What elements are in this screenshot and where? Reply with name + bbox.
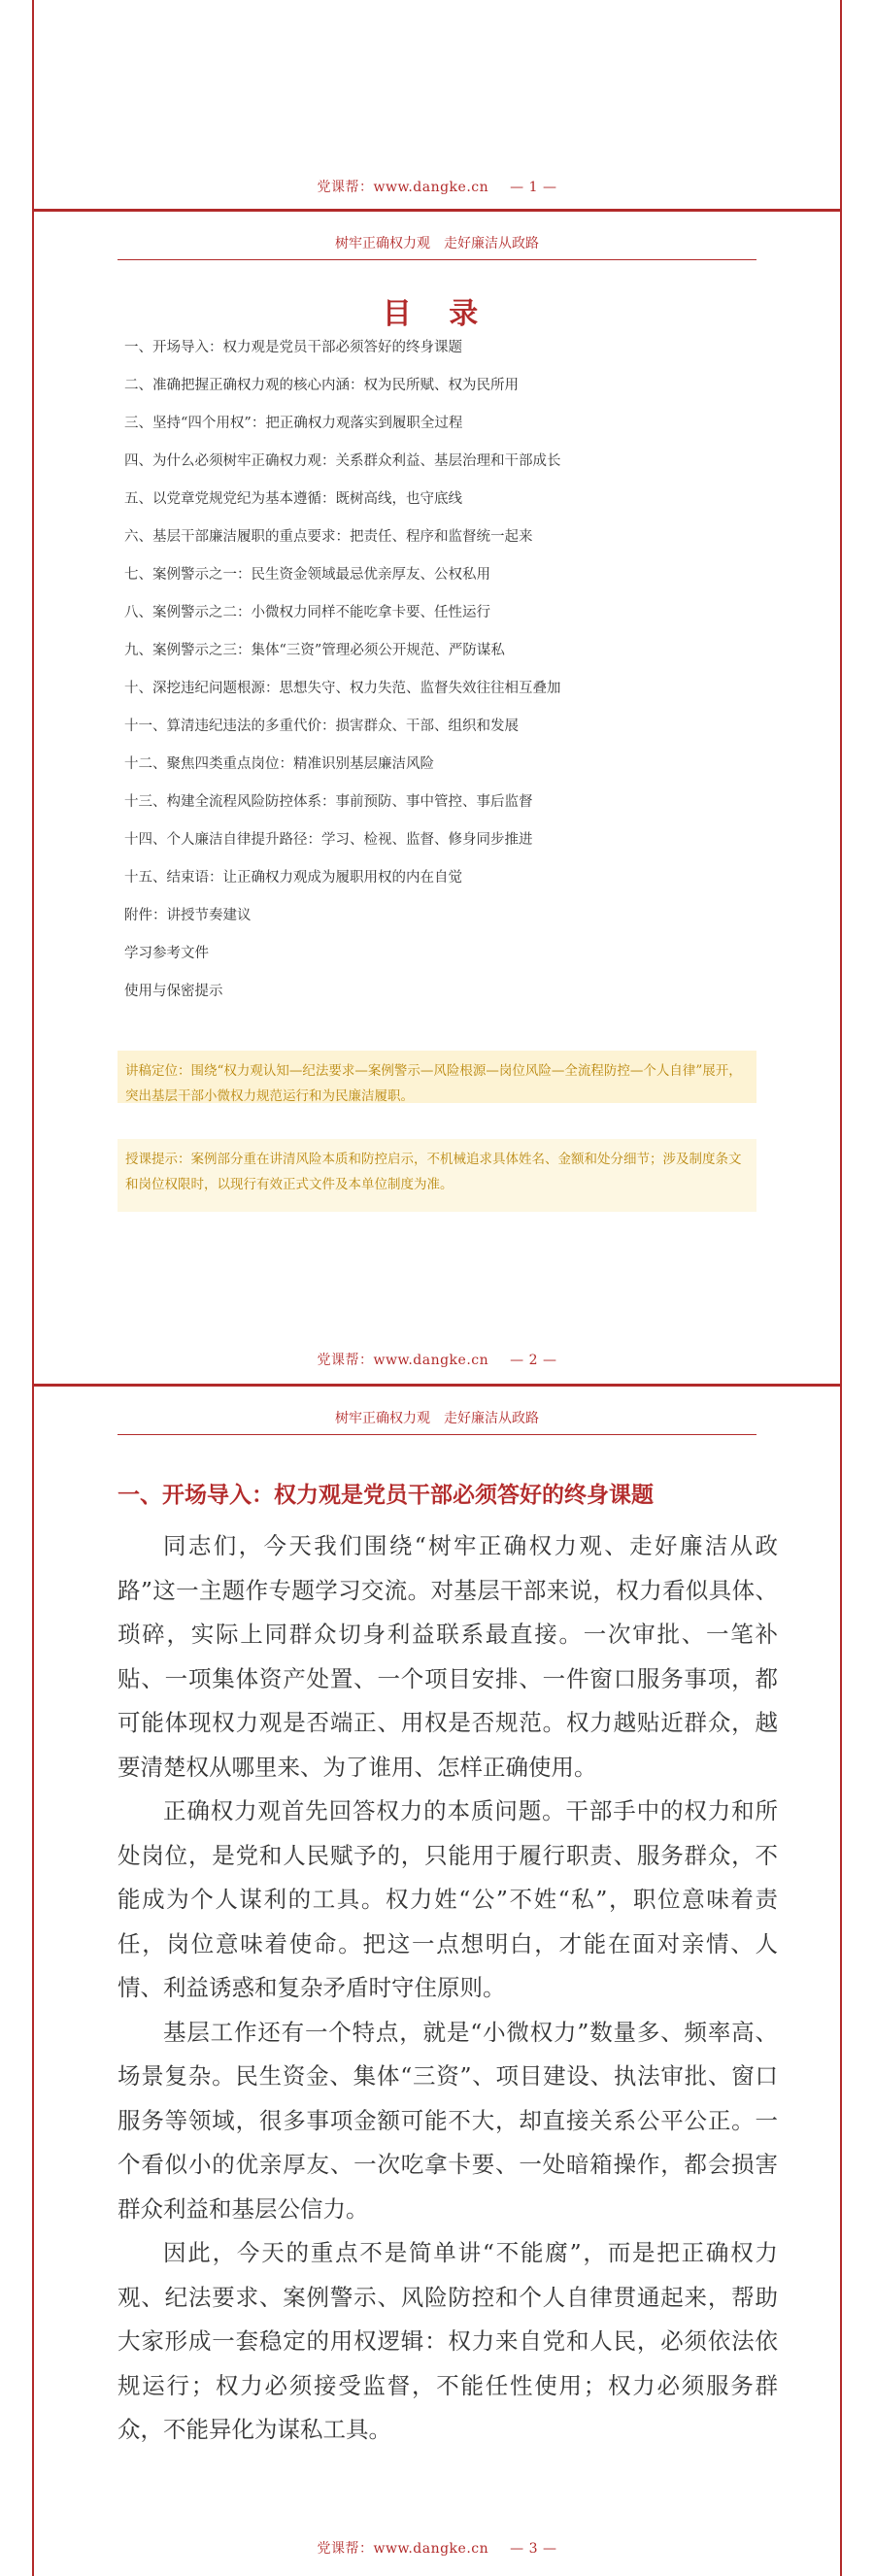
toc-item[interactable]: 十、深挖违纪问题根源：思想失守、权力失范、监督失效往往相互叠加 (124, 681, 561, 696)
page-2 (32, 212, 842, 1387)
page-footer (34, 1350, 840, 1369)
toc-item[interactable]: 十一、算清违纪违法的多重代价：损害群众、干部、组织和发展 (124, 719, 519, 734)
running-header: 树牢正确权力观 走好廉洁从政路 (118, 1408, 756, 1435)
paragraph: 正确权力观首先回答权力的本质问题。干部手中的权力和所处岗位，是党和人民赋予的，只能用于履行职责、服务群众，不能成为个人谋利的工具。权力姓“公”不姓“私”，职位意味着责任，岗位意味着使命。把这一点想明白，才能在面对亲情、人情、利益诱惑和复杂矛盾时守住原则。 (118, 1797, 778, 2001)
page-number: — 1 — (510, 180, 557, 195)
page-footer (34, 2538, 840, 2558)
positioning-note: 讲稿定位：围绕“权力观认知—纪法要求—案例警示—风险根源—岗位风险—全流程防控—个人自律”展开，突出基层干部小微权力规范运行和为民廉洁履职。 (118, 1051, 756, 1103)
page-1 (32, 0, 842, 212)
toc-item[interactable]: 一、开场导入：权力观是党员干部必须答好的终身课题 (124, 340, 462, 355)
running-header: 树牢正确权力观 走好廉洁从政路 (118, 233, 756, 260)
page-footer (34, 177, 840, 196)
toc-item[interactable]: 三、坚持“四个用权”：把正确权力观落实到履职全过程 (124, 416, 463, 431)
page-3 (32, 1387, 842, 2576)
paragraph: 同志们，今天我们围绕“树牢正确权力观、走好廉洁从政路”这一主题作专题学习交流。对基层干部来说，权力看似具体、琐碎，实际上同群众切身利益联系最直接。一次审批、一笔补贴、一项集体资产处置、一个项目安排、一件窗口服务事项，都可能体现权力观是否端正、用权是否规范。权力越贴近群众，越要清楚权从哪里来、为了谁用、怎样正确使用。 (118, 1532, 778, 1781)
page-number: — 3 — (510, 2541, 557, 2557)
toc-item[interactable]: 十五、结束语：让正确权力观成为履职用权的内在自觉 (124, 870, 462, 886)
toc-item[interactable]: 四、为什么必须树牢正确权力观：关系群众利益、基层治理和干部成长 (124, 453, 561, 469)
paragraph: 基层工作还有一个特点，就是“小微权力”数量多、频率高、场景复杂。民生资金、集体“三资”、项目建设、执法审批、窗口服务等领域，很多事项金额可能不大，却直接关系公平公正。一个看似小的优亲厚友、一次吃拿卡要、一处暗箱操作，都会损害群众利益和基层公信力。 (118, 2018, 778, 2223)
footer-label: 党课帮：www.dangke.cn (317, 180, 489, 195)
section-body (118, 1524, 778, 2453)
toc-item[interactable]: 九、案例警示之三：集体“三资”管理必须公开规范、严防谋私 (124, 643, 505, 658)
toc-item[interactable]: 十四、个人廉洁自律提升路径：学习、检视、监督、修身同步推进 (124, 832, 533, 848)
footer-label: 党课帮：www.dangke.cn (317, 2541, 489, 2557)
toc-item[interactable]: 十二、聚焦四类重点岗位：精准识别基层廉洁风险 (124, 756, 434, 772)
toc-item[interactable]: 八、案例警示之二：小微权力同样不能吃拿卡要、任性运行 (124, 605, 490, 620)
toc-item[interactable]: 使用与保密提示 (124, 984, 223, 999)
toc-item[interactable]: 六、基层干部廉洁履职的重点要求：把责任、程序和监督统一起来 (124, 529, 533, 545)
toc-item[interactable]: 学习参考文件 (124, 946, 209, 961)
footer-label: 党课帮：www.dangke.cn (317, 1353, 489, 1368)
paragraph: 因此，今天的重点不是简单讲“不能腐”，而是把正确权力观、纪法要求、案例警示、风险防控和个人自律贯通起来，帮助大家形成一套稳定的用权逻辑：权力来自党和人民，必须依法依规运行；权力必须接受监督，不能任性使用；权力必须服务群众，不能异化为谋私工具。 (118, 2239, 778, 2443)
table-of-contents (124, 337, 782, 1019)
toc-title: 目 录 (382, 297, 492, 331)
toc-item[interactable]: 五、以党章党规党纪为基本遵循：既树高线，也守底线 (124, 491, 462, 507)
toc-item[interactable]: 七、案例警示之一：民生资金领域最忌优亲厚友、公权私用 (124, 567, 490, 583)
toc-item[interactable]: 附件：讲授节奏建议 (124, 908, 252, 923)
section-title: 一、开场导入：权力观是党员干部必须答好的终身课题 (118, 1483, 654, 1508)
toc-item[interactable]: 二、准确把握正确权力观的核心内涵：权为民所赋、权为民所用 (124, 378, 519, 393)
toc-item[interactable]: 十三、构建全流程风险防控体系：事前预防、事中管控、事后监督 (124, 794, 533, 810)
page-number: — 2 — (510, 1353, 557, 1368)
teaching-tip-note: 授课提示：案例部分重在讲清风险本质和防控启示，不机械追求具体姓名、金额和处分细节；涉及制度条文和岗位权限时，以现行有效正式文件及本单位制度为准。 (118, 1139, 756, 1212)
